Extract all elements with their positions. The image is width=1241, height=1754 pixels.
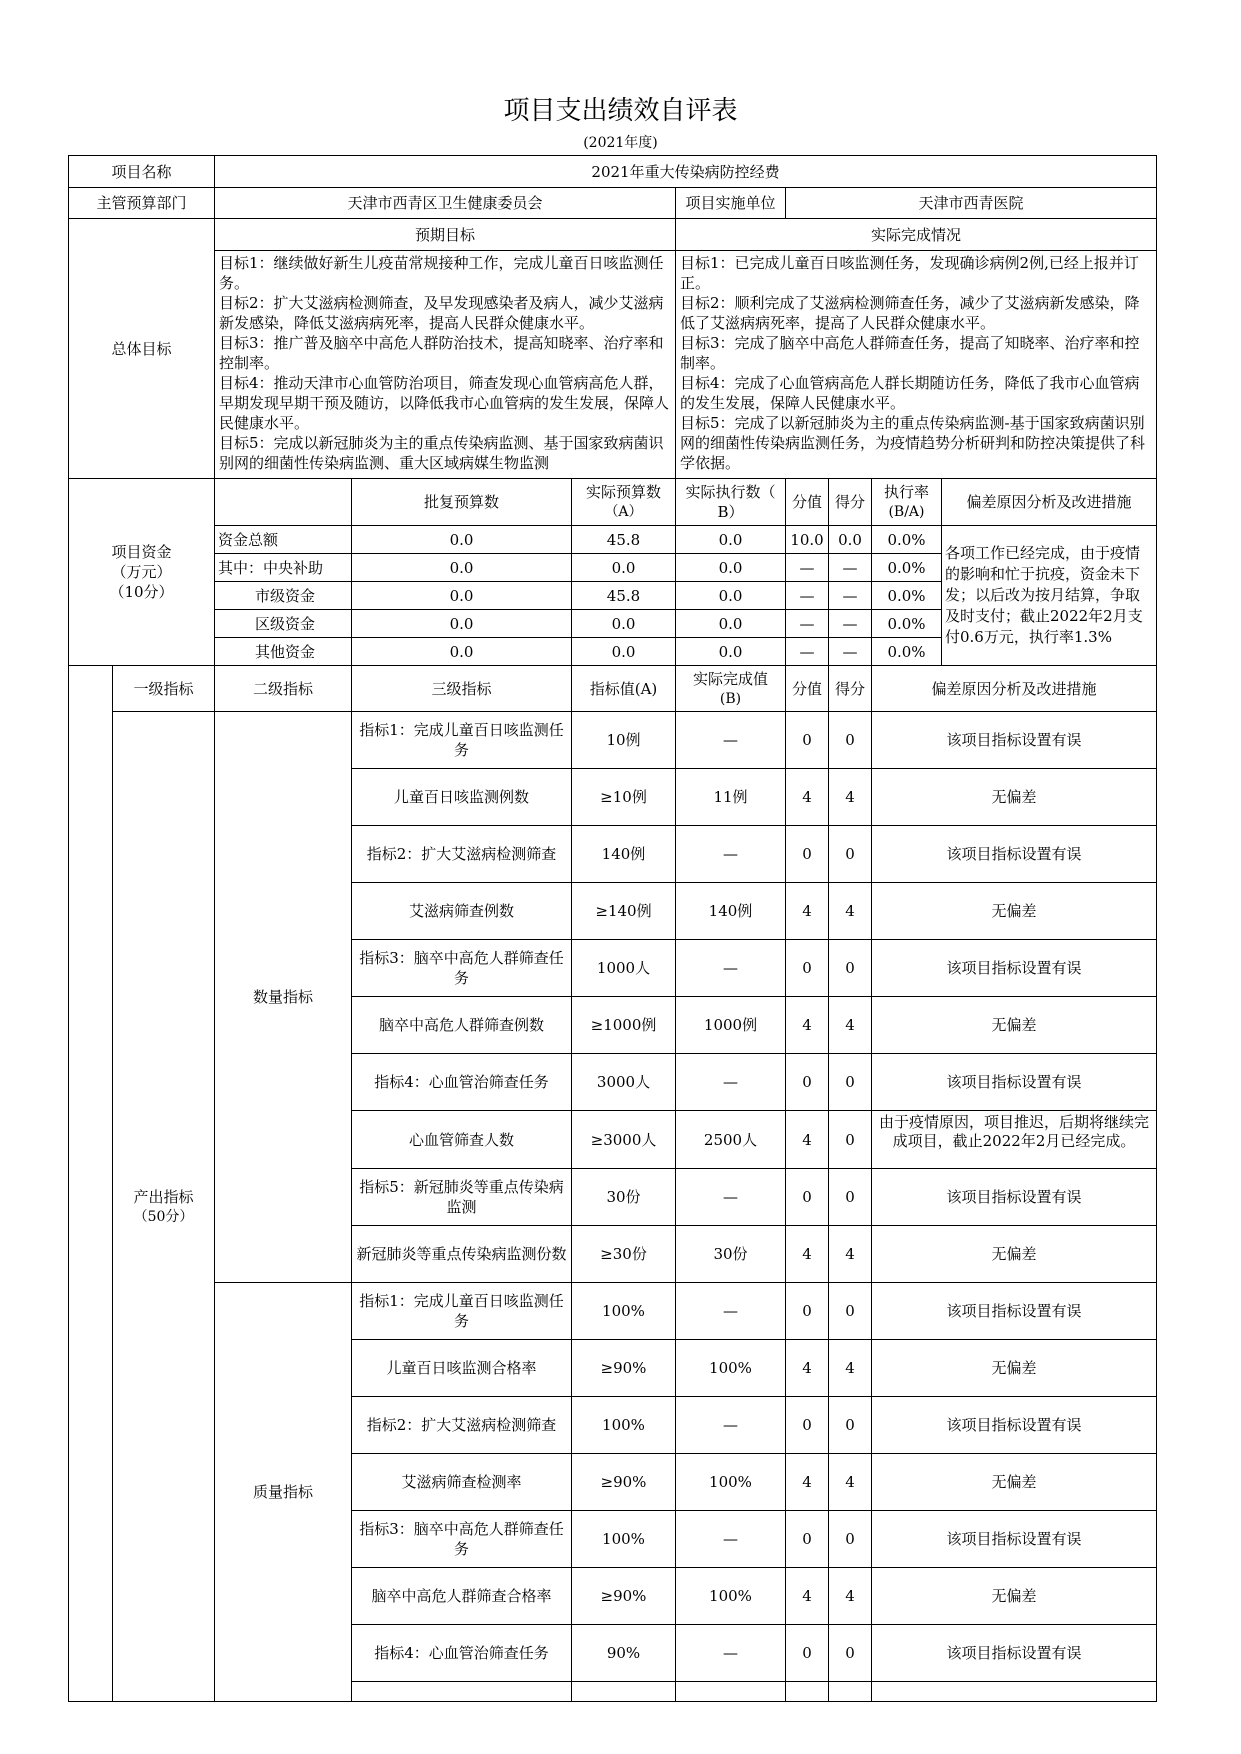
expected-goal-item: 目标1：继续做好新生儿疫苗常规接种工作，完成儿童百日咳监测任务。 bbox=[219, 254, 664, 292]
fund-name: 其中：中央补助 bbox=[215, 554, 352, 582]
fund-actual: 0.0 bbox=[572, 610, 676, 638]
indicator-name: 指标1：完成儿童百日咳监测任务 bbox=[352, 1283, 572, 1340]
indicator-name: 儿童百日咳监测合格率 bbox=[352, 1340, 572, 1397]
fund-approved: 0.0 bbox=[352, 526, 572, 554]
indicator-reason: 该项目指标设置有误 bbox=[872, 1397, 1157, 1454]
indicator-actual: — bbox=[676, 1283, 786, 1340]
fund-approved: 0.0 bbox=[352, 554, 572, 582]
indicator-actual: — bbox=[676, 826, 786, 883]
indicator-value: 4 bbox=[786, 1340, 829, 1397]
indicator-reason: 无偏差 bbox=[872, 1454, 1157, 1511]
indicator-reason: 该项目指标设置有误 bbox=[872, 826, 1157, 883]
level3-header: 三级指标 bbox=[352, 666, 572, 712]
indicator-value: 4 bbox=[786, 1568, 829, 1625]
fund-score: — bbox=[829, 638, 872, 666]
expected-goal-item: 目标5：完成以新冠肺炎为主的重点传染病监测、基于国家致病菌识别网的细菌性传染病监测、重大区域病媒生物监测 bbox=[219, 434, 664, 472]
actual-value-header: 实际完成值 (B) bbox=[676, 666, 786, 712]
indicator-name: 指标2：扩大艾滋病检测筛查 bbox=[352, 1397, 572, 1454]
project-name: 2021年重大传染病防控经费 bbox=[215, 156, 1157, 188]
fund-executed: 0.0 bbox=[676, 610, 786, 638]
indicator-target: ≥90% bbox=[572, 1340, 676, 1397]
indicator-target: 140例 bbox=[572, 826, 676, 883]
indicator-name: 指标5：新冠肺炎等重点传染病监测 bbox=[352, 1169, 572, 1226]
indicator-value: 4 bbox=[786, 883, 829, 940]
indicator-reason: 无偏差 bbox=[872, 1568, 1157, 1625]
indicator-value: 4 bbox=[786, 997, 829, 1054]
indicator-value: 4 bbox=[786, 1454, 829, 1511]
fund-score: 0.0 bbox=[829, 526, 872, 554]
indicator-target: ≥90% bbox=[572, 1454, 676, 1511]
fund-value: 10.0 bbox=[786, 526, 829, 554]
indicator-score: 0 bbox=[829, 1169, 872, 1226]
fiscal-year: (2021年度) bbox=[583, 135, 658, 151]
indicator-score: 4 bbox=[829, 1568, 872, 1625]
fund-actual: 45.8 bbox=[572, 582, 676, 610]
fund-approved: 0.0 bbox=[352, 610, 572, 638]
indicator-actual: — bbox=[676, 1511, 786, 1568]
fund-score: — bbox=[829, 582, 872, 610]
fund-executed: 0.0 bbox=[676, 582, 786, 610]
fund-actual: 45.8 bbox=[572, 526, 676, 554]
indicator-score: 4 bbox=[829, 1454, 872, 1511]
indicator-name: 脑卒中高危人群筛查合格率 bbox=[352, 1568, 572, 1625]
fund-name: 其他资金 bbox=[215, 638, 352, 666]
indicator-actual: — bbox=[676, 1054, 786, 1111]
funds-reason-header: 偏差原因分析及改进措施 bbox=[942, 479, 1157, 526]
approved-header: 批复预算数 bbox=[352, 479, 572, 526]
indicator-actual: — bbox=[676, 1169, 786, 1226]
fund-rate: 0.0% bbox=[872, 526, 942, 554]
indicator-name: 指标3：脑卒中高危人群筛查任务 bbox=[352, 1511, 572, 1568]
actual-result-item: 目标4：完成了心血管病高危人群长期随访任务，降低了我市心血管病的发生发展，保障人民健康水平。 bbox=[680, 374, 1140, 412]
indicator-target: 30份 bbox=[572, 1169, 676, 1226]
indicator-score: 4 bbox=[829, 1226, 872, 1283]
fund-rate: 0.0% bbox=[872, 582, 942, 610]
funds-header-blank bbox=[215, 479, 352, 526]
actual-result-item: 目标5：完成了以新冠肺炎为主的重点传染病监测-基于国家致病菌识别网的细菌性传染病监测任务，为疫情趋势分析研判和防控决策提供了科学依据。 bbox=[680, 414, 1146, 472]
fund-rate: 0.0% bbox=[872, 638, 942, 666]
indicator-name: 新冠肺炎等重点传染病监测份数 bbox=[352, 1226, 572, 1283]
actual-result-item: 目标2：顺利完成了艾滋病检测筛查任务，减少了艾滋病新发感染，降低了艾滋病病死率，提高了人民群众健康水平。 bbox=[680, 294, 1140, 332]
fund-executed: 0.0 bbox=[676, 638, 786, 666]
indicator-score-header: 得分 bbox=[829, 666, 872, 712]
indicator-name: 指标2：扩大艾滋病检测筛查 bbox=[352, 826, 572, 883]
level2-header: 二级指标 bbox=[215, 666, 352, 712]
indicator-score: 0 bbox=[829, 1511, 872, 1568]
fund-name: 区级资金 bbox=[215, 610, 352, 638]
indicator-value: 0 bbox=[786, 1169, 829, 1226]
indicator-value: 0 bbox=[786, 1625, 829, 1682]
indicator-score: 0 bbox=[829, 940, 872, 997]
indicator-target: ≥90% bbox=[572, 1568, 676, 1625]
fund-value: — bbox=[786, 638, 829, 666]
indicator-score: 0 bbox=[829, 1397, 872, 1454]
fund-score: — bbox=[829, 554, 872, 582]
indicator-name: 脑卒中高危人群筛查例数 bbox=[352, 997, 572, 1054]
indicator-target: 10例 bbox=[572, 712, 676, 769]
indicator-target: 90% bbox=[572, 1625, 676, 1682]
expected-goal-item: 目标4：推动天津市心血管防治项目，筛查发现心血管病高危人群，早期发现早期干预及随访，以降低我市心血管病的发生发展，保障人民健康水平。 bbox=[219, 374, 670, 432]
fund-executed: 0.0 bbox=[676, 554, 786, 582]
indicator-reason: 无偏差 bbox=[872, 1340, 1157, 1397]
indicator-name: 指标4：心血管治筛查任务 bbox=[352, 1625, 572, 1682]
indicator-score: 4 bbox=[829, 997, 872, 1054]
overall-goal-label: 总体目标 bbox=[69, 219, 215, 479]
indicator-reason: 该项目指标设置有误 bbox=[872, 712, 1157, 769]
actual-results bbox=[676, 251, 1157, 479]
cutoff-cell bbox=[786, 1682, 829, 1702]
indicator-name: 指标3：脑卒中高危人群筛查任务 bbox=[352, 940, 572, 997]
indicator-reason: 由于疫情原因，项目推迟，后期将继续完成项目，截止2022年2月已经完成。 bbox=[872, 1111, 1157, 1169]
fund-value: — bbox=[786, 582, 829, 610]
fund-actual: 0.0 bbox=[572, 554, 676, 582]
indicator-actual: — bbox=[676, 1397, 786, 1454]
score-value-header: 分值 bbox=[786, 479, 829, 526]
indicator-reason: 该项目指标设置有误 bbox=[872, 1511, 1157, 1568]
fund-actual: 0.0 bbox=[572, 638, 676, 666]
indicator-score: 4 bbox=[829, 883, 872, 940]
indicator-value: 4 bbox=[786, 1226, 829, 1283]
indicator-target: ≥10例 bbox=[572, 769, 676, 826]
indicator-actual: 30份 bbox=[676, 1226, 786, 1283]
indicator-name: 指标1：完成儿童百日咳监测任务 bbox=[352, 712, 572, 769]
actual-result-item: 目标1：已完成儿童百日咳监测任务，发现确诊病例2例,已经上报并订正。 bbox=[680, 254, 1139, 292]
indicator-target: 100% bbox=[572, 1283, 676, 1340]
cutoff-cell bbox=[352, 1682, 572, 1702]
indicator-actual: — bbox=[676, 940, 786, 997]
indicator-score: 0 bbox=[829, 826, 872, 883]
indicator-actual: 100% bbox=[676, 1568, 786, 1625]
indicator-name: 艾滋病筛查例数 bbox=[352, 883, 572, 940]
indicator-value: 0 bbox=[786, 712, 829, 769]
indicator-value: 0 bbox=[786, 940, 829, 997]
expected-goal-item: 目标2：扩大艾滋病检测筛查，及早发现感染者及病人，减少艾滋病新发感染，降低艾滋病病死率，提高人民群众健康水平。 bbox=[219, 294, 664, 332]
fund-name: 资金总额 bbox=[215, 526, 352, 554]
fund-rate: 0.0% bbox=[872, 610, 942, 638]
expected-goals bbox=[215, 251, 676, 479]
indicator-actual: 140例 bbox=[676, 883, 786, 940]
project-name-label: 项目名称 bbox=[69, 156, 215, 188]
indicator-target: ≥1000例 bbox=[572, 997, 676, 1054]
indicator-reason: 该项目指标设置有误 bbox=[872, 1625, 1157, 1682]
actual-budget-header: 实际预算数 （A） bbox=[572, 479, 676, 526]
indicator-score: 4 bbox=[829, 769, 872, 826]
indicator-target: ≥30份 bbox=[572, 1226, 676, 1283]
indicator-reason: 无偏差 bbox=[872, 769, 1157, 826]
indicator-score: 0 bbox=[829, 1625, 872, 1682]
indicator-target: 1000人 bbox=[572, 940, 676, 997]
cutoff-cell bbox=[676, 1682, 786, 1702]
indicator-value-header: 分值 bbox=[786, 666, 829, 712]
cutoff-cell bbox=[572, 1682, 676, 1702]
rate-header: 执行率 (B/A) bbox=[872, 479, 942, 526]
indicator-value: 0 bbox=[786, 826, 829, 883]
executed-header: 实际执行数（ B） bbox=[676, 479, 786, 526]
quality-indicator-label: 质量指标 bbox=[215, 1283, 352, 1702]
indicator-reason-header: 偏差原因分析及改进措施 bbox=[872, 666, 1157, 712]
fund-name: 市级资金 bbox=[215, 582, 352, 610]
fund-value: — bbox=[786, 554, 829, 582]
indicator-value: 4 bbox=[786, 1111, 829, 1169]
dept-name: 天津市西青区卫生健康委员会 bbox=[215, 188, 676, 219]
cutoff-cell bbox=[829, 1682, 872, 1702]
indicator-score: 0 bbox=[829, 1283, 872, 1340]
indicator-score: 0 bbox=[829, 1054, 872, 1111]
indicator-reason: 无偏差 bbox=[872, 997, 1157, 1054]
indicator-actual: 100% bbox=[676, 1340, 786, 1397]
fund-executed: 0.0 bbox=[676, 526, 786, 554]
quantity-indicator-label: 数量指标 bbox=[215, 712, 352, 1283]
indicator-name: 指标4：心血管治筛查任务 bbox=[352, 1054, 572, 1111]
indicator-reason: 该项目指标设置有误 bbox=[872, 1283, 1157, 1340]
indicator-reason: 该项目指标设置有误 bbox=[872, 1169, 1157, 1226]
indicator-reason: 该项目指标设置有误 bbox=[872, 1054, 1157, 1111]
indicator-gutter bbox=[69, 666, 113, 1702]
indicator-target: 100% bbox=[572, 1511, 676, 1568]
indicator-actual: 100% bbox=[676, 1454, 786, 1511]
actual-result-header: 实际完成情况 bbox=[676, 219, 1157, 251]
indicator-score: 4 bbox=[829, 1340, 872, 1397]
evaluation-table bbox=[68, 155, 1157, 1702]
fund-value: — bbox=[786, 610, 829, 638]
output-indicator-label: 产出指标 （50分） bbox=[113, 712, 215, 1702]
level1-header: 一级指标 bbox=[113, 666, 215, 712]
expected-goal-item: 目标3：推广普及脑卒中高危人群防治技术，提高知晓率、治疗率和控制率。 bbox=[219, 334, 664, 372]
actual-result-item: 目标3：完成了脑卒中高危人群筛查任务，提高了知晓率、治疗率和控制率。 bbox=[680, 334, 1140, 372]
fund-approved: 0.0 bbox=[352, 582, 572, 610]
indicator-actual: — bbox=[676, 712, 786, 769]
funds-label: 项目资金 （万元） （10分） bbox=[69, 479, 215, 666]
indicator-reason: 无偏差 bbox=[872, 1226, 1157, 1283]
indicator-reason: 该项目指标设置有误 bbox=[872, 940, 1157, 997]
expected-goal-header: 预期目标 bbox=[215, 219, 676, 251]
indicator-target: ≥3000人 bbox=[572, 1111, 676, 1169]
fund-rate: 0.0% bbox=[872, 554, 942, 582]
unit-label: 项目实施单位 bbox=[676, 188, 786, 219]
indicator-name: 心血管筛查人数 bbox=[352, 1111, 572, 1169]
indicator-value: 0 bbox=[786, 1054, 829, 1111]
target-header: 指标值(A) bbox=[572, 666, 676, 712]
indicator-score: 0 bbox=[829, 1111, 872, 1169]
indicator-actual: 1000例 bbox=[676, 997, 786, 1054]
funds-reason: 各项工作已经完成，由于疫情的影响和忙于抗疫，资金未下发；以后改为按月结算，争取及时支付；截止2022年2月支付0.6万元，执行率1.3% bbox=[942, 526, 1157, 666]
indicator-actual: 11例 bbox=[676, 769, 786, 826]
unit-name: 天津市西青医院 bbox=[786, 188, 1157, 219]
page-title: 项目支出绩效自评表 bbox=[503, 96, 738, 126]
indicator-target: 100% bbox=[572, 1397, 676, 1454]
indicator-actual: — bbox=[676, 1625, 786, 1682]
indicator-reason: 无偏差 bbox=[872, 883, 1157, 940]
fund-score: — bbox=[829, 610, 872, 638]
cutoff-cell bbox=[872, 1682, 1157, 1702]
indicator-value: 4 bbox=[786, 769, 829, 826]
indicator-target: 3000人 bbox=[572, 1054, 676, 1111]
indicator-name: 艾滋病筛查检测率 bbox=[352, 1454, 572, 1511]
indicator-value: 0 bbox=[786, 1397, 829, 1454]
score-header: 得分 bbox=[829, 479, 872, 526]
indicator-actual: 2500人 bbox=[676, 1111, 786, 1169]
indicator-value: 0 bbox=[786, 1283, 829, 1340]
indicator-target: ≥140例 bbox=[572, 883, 676, 940]
indicator-score: 0 bbox=[829, 712, 872, 769]
indicator-name: 儿童百日咳监测例数 bbox=[352, 769, 572, 826]
dept-label: 主管预算部门 bbox=[69, 188, 215, 219]
indicator-value: 0 bbox=[786, 1511, 829, 1568]
fund-approved: 0.0 bbox=[352, 638, 572, 666]
